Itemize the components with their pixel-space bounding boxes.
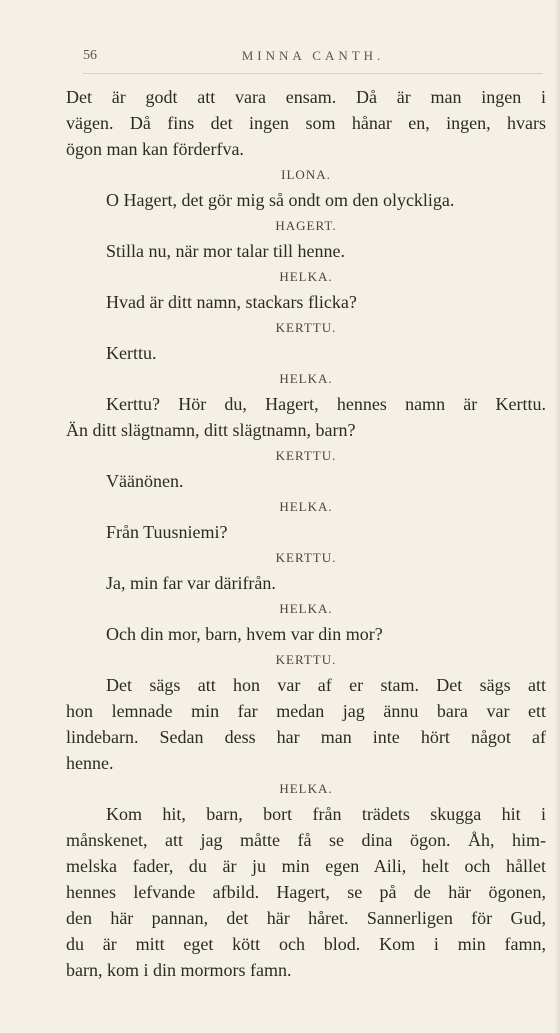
speaker-name: HELKA. xyxy=(279,269,333,284)
page-number: 56 xyxy=(83,48,97,63)
speaker-name: KERTTU. xyxy=(275,652,337,667)
body-line: ögon man kan förderfva. xyxy=(66,139,244,159)
body-line: Det är godt att vara ensam. Då är man ingen i xyxy=(66,87,546,107)
dialogue-line: Ja, min far var därifrån. xyxy=(106,573,276,593)
dialogue-line: Än ditt slägtnamn, ditt slägtnamn, barn? xyxy=(66,420,356,440)
dialogue-line: hon lemnade min far medan jag ännu bara var ett xyxy=(66,701,546,721)
speaker-name: ILONA. xyxy=(281,167,331,182)
speaker-name: HELKA. xyxy=(279,601,333,616)
dialogue-line: Från Tuusniemi? xyxy=(106,522,228,542)
dialogue-line: Kerttu? Hör du, Hagert, hennes namn är Kerttu. xyxy=(106,394,546,414)
running-title: MINNA CANTH. xyxy=(241,48,385,63)
dialogue-line: den här pannan, det här håret. Sannerligen för Gud, xyxy=(66,908,546,928)
dialogue-line: Väänönen. xyxy=(106,471,184,491)
dialogue-line: Kom hit, barn, bort från trädets skugga hit i xyxy=(106,804,546,824)
dialogue-line: Det sägs att hon var af er stam. Det sägs att xyxy=(106,675,546,695)
speaker-name: KERTTU. xyxy=(275,550,337,565)
speaker-name: KERTTU. xyxy=(275,320,337,335)
dialogue-line: Hvad är ditt namn, stackars flicka? xyxy=(106,292,357,312)
body-line: vägen. Då fins det ingen som hånar en, ingen, hvars xyxy=(66,113,546,133)
header-divider xyxy=(83,73,543,74)
dialogue-line: lindebarn. Sedan dess har man inte hört något af xyxy=(66,727,546,747)
speaker-name: HELKA. xyxy=(279,499,333,514)
dialogue-line: melska fader, du är ju min egen Aili, helt och hållet xyxy=(66,856,546,876)
dialogue-line: månskenet, att jag måtte få se dina ögon. Åh, him- xyxy=(66,830,546,850)
dialogue-line: O Hagert, det gör mig så ondt om den olyckliga. xyxy=(106,190,455,210)
speaker-name: HELKA. xyxy=(279,781,333,796)
page-header xyxy=(83,48,543,70)
dialogue-line: Kerttu. xyxy=(106,343,157,363)
dialogue-line: henne. xyxy=(66,753,114,773)
main-text xyxy=(66,84,546,983)
dialogue-line: Stilla nu, när mor talar till henne. xyxy=(106,241,345,261)
dialogue-line: hennes lefvande afbild. Hagert, se på de här ögonen, xyxy=(66,882,546,902)
dialogue-line: du är mitt eget kött och blod. Kom i min famn, xyxy=(66,934,546,954)
dialogue-line: barn, kom i din mormors famn. xyxy=(66,960,292,980)
speaker-name: HAGERT. xyxy=(275,218,337,233)
speaker-name: HELKA. xyxy=(279,371,333,386)
speaker-name: KERTTU. xyxy=(275,448,337,463)
page-edge-shadow xyxy=(554,0,560,1033)
dialogue-line: Och din mor, barn, hvem var din mor? xyxy=(106,624,383,644)
